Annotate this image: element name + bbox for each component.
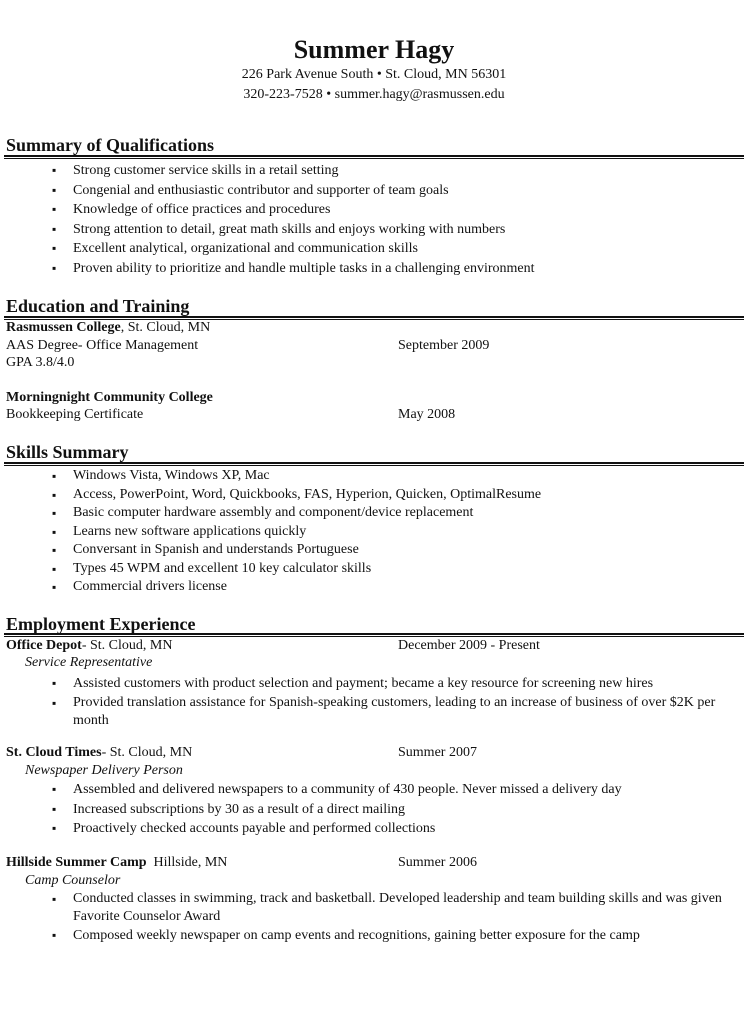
employer-name: St. Cloud Times [6, 745, 102, 760]
list-item: ▪ Proven ability to prioritize and handle multiple tasks in a challenging environment [0, 259, 748, 279]
section-title-qualifications: Summary of Qualifications [6, 135, 215, 155]
job-date: Summer 2007 [398, 745, 477, 760]
school-name: Rasmussen College [6, 320, 121, 335]
job-heading [6, 637, 172, 655]
section-title-employment: Employment Experience [6, 614, 196, 634]
list-item: ▪ Types 45 WPM and excellent 10 key calculator skills [0, 560, 748, 579]
list-item: ▪ Provided translation assistance for Spanish-speaking customers, leading to an increase of business of over $2K per month [0, 694, 748, 730]
school-gpa: GPA 3.8/4.0 [6, 355, 75, 370]
list-item: ▪ Knowledge of office practices and procedures [0, 200, 748, 220]
section-title-skills: Skills Summary [6, 442, 129, 462]
list-item: ▪ Assembled and delivered newspapers to a community of 430 people. Never missed a delivery day [0, 780, 748, 800]
section-divider [4, 155, 744, 159]
section-title-education: Education and Training [6, 296, 190, 316]
list-item: ▪ Congenial and enthusiastic contributor and supporter of team goals [0, 181, 748, 201]
school-location: , St. Cloud, MN [120, 320, 211, 335]
job-heading [6, 854, 227, 872]
employer-name: Hillside Summer Camp [6, 855, 147, 870]
school-date: September 2009 [398, 338, 490, 353]
employer-location: - St. Cloud, MN [101, 745, 193, 760]
employer-name: Office Depot [6, 638, 82, 653]
job-duties-list [0, 674, 748, 730]
list-item: ▪ Assisted customers with product selection and payment; became a key resource for screening new hires [0, 674, 748, 694]
job-role: Service Representative [25, 655, 153, 670]
list-item: ▪ Access, PowerPoint, Word, Quickbooks, FAS, Hyperion, Quicken, OptimalResume [0, 486, 748, 505]
list-item: ▪ Conducted classes in swimming, track and basketball. Developed leadership and team building skills and was given Favorite Counselor Award [0, 890, 748, 926]
school-degree: AAS Degree- Office Management [6, 338, 199, 353]
qualifications-list [0, 161, 748, 278]
list-item: ▪ Excellent analytical, organizational and communication skills [0, 239, 748, 259]
skills-list [0, 467, 748, 597]
employer-location: - St. Cloud, MN [81, 638, 173, 653]
list-item: ▪ Basic computer hardware assembly and component/device replacement [0, 504, 748, 523]
job-duties-list [0, 890, 748, 946]
school-date: May 2008 [398, 407, 456, 422]
list-item: ▪ Composed weekly newspaper on camp events and recognitions, gaining better exposure for the camp [0, 926, 748, 946]
list-item: ▪ Increased subscriptions by 30 as a result of a direct mailing [0, 800, 748, 820]
job-heading [6, 744, 192, 762]
list-item: ▪ Strong customer service skills in a retail setting [0, 161, 748, 181]
school-heading [6, 319, 210, 337]
section-divider [4, 462, 744, 466]
job-duties-list [0, 780, 748, 839]
list-item: ▪ Conversant in Spanish and understands Portuguese [0, 541, 748, 560]
list-item: ▪ Learns new software applications quickly [0, 523, 748, 542]
job-date: December 2009 - Present [398, 638, 540, 653]
job-role: Camp Counselor [25, 873, 121, 888]
school-name: Morningnight Community College [6, 390, 213, 405]
list-item: ▪ Windows Vista, Windows XP, Mac [0, 467, 748, 486]
candidate-name: Summer Hagy [293, 35, 455, 64]
contact-address: 226 Park Avenue South • St. Cloud, MN 56301 [241, 67, 507, 82]
list-item: ▪ Proactively checked accounts payable and performed collections [0, 819, 748, 839]
employer-location: Hillside, MN [146, 855, 228, 870]
job-date: Summer 2006 [398, 855, 477, 870]
job-role: Newspaper Delivery Person [25, 763, 183, 778]
contact-phone-email: 320-223-7528 • summer.hagy@rasmussen.edu [243, 87, 505, 102]
list-item: ▪ Commercial drivers license [0, 578, 748, 597]
list-item: ▪ Strong attention to detail, great math skills and enjoys working with numbers [0, 220, 748, 240]
school-degree: Bookkeeping Certificate [6, 407, 144, 422]
